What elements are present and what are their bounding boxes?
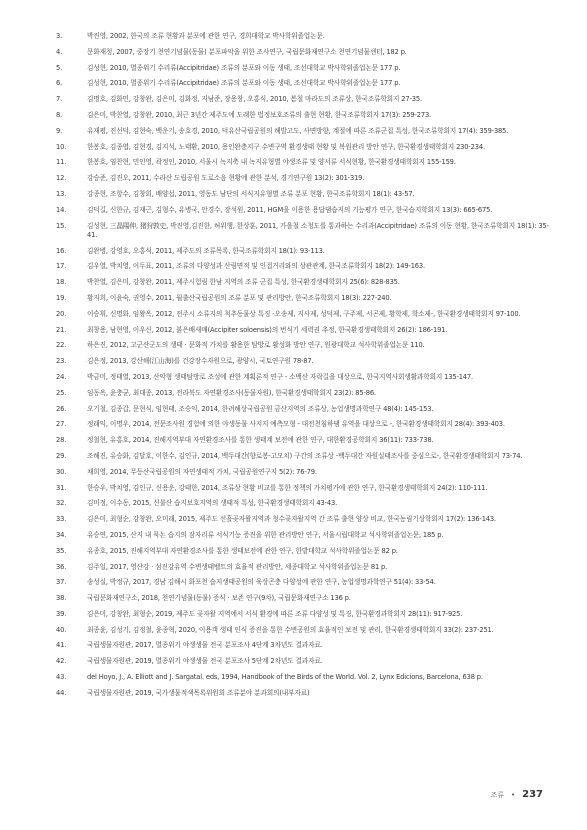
- reference-text: 최종윤, 김성기, 김정철, 윤종혁, 2020, 이용객 생태 인식 증진을 통한 수변공원의 효율적인 보전 및 관리, 한국환경생태학회지 33(2): 237-251.: [87, 625, 494, 634]
- reference-number: 13.: [56, 189, 67, 198]
- reference-item: [56, 190, 556, 199]
- reference-item: [56, 294, 556, 303]
- reference-number: 32.: [56, 499, 67, 508]
- reference-item: [56, 452, 556, 461]
- reference-text: 국립생물자원관, 2019, 멸종위기 야생생물 전국 분포조사 5단계 2차년도 결과자료.: [87, 657, 323, 666]
- reference-number: 37.: [56, 578, 67, 587]
- reference-item: [56, 247, 556, 256]
- reference-number: 6.: [56, 79, 63, 88]
- reference-text: 한봉호, 염찬현, 민인영, 곽정인, 2010, 서울시 녹지축 내 녹지유형별 야생조류 및 양서류 서식현황, 한국환경생태학회지 155-159.: [87, 158, 456, 167]
- reference-number: 31.: [56, 483, 67, 492]
- reference-item: [56, 48, 556, 57]
- reference-item: [56, 420, 556, 429]
- reference-number: 21.: [56, 325, 67, 334]
- reference-number: 16.: [56, 246, 67, 255]
- reference-item: [56, 689, 556, 698]
- reference-number: 35.: [56, 546, 67, 555]
- reference-item: [56, 143, 556, 152]
- reference-item: [56, 341, 556, 350]
- reference-text: 김은미, 강창완, 최형순, 2019, 제주도 곶자왈 지역에서 서식 환경에 따른 조류 다양성 및 특징, 한국환경과학회지 28(11): 917-925.: [87, 609, 463, 618]
- reference-number: 28.: [56, 436, 67, 445]
- reference-item: [56, 594, 556, 603]
- reference-text: 한승우, 박치영, 김인규, 신용운, 강태한, 2014, 조류상 현황 비교를 통한 정책의 가치평가에 관한 연구, 한국환경생태학회지 24(2): 110-111.: [87, 483, 488, 492]
- reference-item: [56, 563, 556, 572]
- reference-text: 최창용, 남현영, 이우신, 2012, 붉은배새매(Accipiter soloensis)의 번식기 세력권 추정, 한국환경생태학회지 26(2): 186-191.: [87, 325, 448, 334]
- separator-dot: •: [510, 790, 516, 799]
- reference-text: 김은미, 최형순, 강창완, 오미래, 2015, 제주도 선흘곶자왈지역과 청수곶자왈지역 간 조류 출현 양상 비교, 한국농림기상학회지 17(2): 136-143.: [87, 515, 496, 524]
- reference-number: 10.: [56, 142, 67, 151]
- reference-number: 19.: [56, 293, 67, 302]
- reference-text: 김성현, 2010, 멸종위기 수리류(Accipitridae) 조류의 분포와 이동 생태, 조선대학교 박사학위졸업논문 177 p.: [87, 63, 401, 72]
- reference-number: 29.: [56, 451, 67, 460]
- reference-text: 강종현, 조항수, 김창회, 배양섭, 2011, 영동도 남단의 서식지유형별 조류 분포 현황, 한국조류학회지 18(1): 43-57.: [87, 189, 415, 198]
- reference-item: [56, 32, 556, 41]
- reference-number: 15.: [56, 221, 67, 230]
- reference-number: 7.: [56, 95, 63, 104]
- reference-item: [56, 158, 556, 167]
- reference-item: [56, 515, 556, 524]
- reference-text: 국립문화재연구소, 2018, 천연기념물(동물) 증식 · 보존 연구(9차), 국립문화재연구소 136 p.: [87, 594, 351, 603]
- reference-number: 14.: [56, 205, 67, 214]
- reference-number: 43.: [56, 673, 67, 682]
- reference-item: [56, 610, 556, 619]
- reference-item: [56, 111, 556, 120]
- reference-item: [56, 222, 556, 240]
- reference-text: 강승준, 김진오, 2011, 수라산 도립공원 도로소음 현황에 관한 분석, 경기연구원 13(2): 301-319.: [87, 174, 365, 183]
- reference-text: 김미정, 이수동, 2015, 신불산 습지보호지역의 생태적 특성, 한국환경생태학회지 43-43.: [87, 499, 338, 508]
- reference-text: 임동옥, 윤충균, 최대종, 2013, 전라북도 자연환경조사(동물자원), 한국환경생태학회지 23(2): 85-86.: [87, 388, 376, 397]
- reference-text: 조해진, 유승화, 김달호, 이한수, 김인규, 2014, 백두대간(향로봉-고모치) 구간의 조류상 -백두대간 자원실태조사를 중심으로-, 한국환경생태학회지 73-74.: [87, 451, 523, 460]
- reference-text: 문화재청, 2007, 중장기 천연기념물(동물) 분포파악을 위한 조사연구, 국립문화재연구소 천연기념물센터, 182 p.: [87, 47, 407, 56]
- reference-number: 12.: [56, 174, 67, 183]
- reference-item: [56, 405, 556, 414]
- reference-number: 25.: [56, 388, 67, 397]
- reference-text: 김덕길, 신한규, 김재근, 김형수, 유병국, 안경수, 장석원, 2011, HGM을 이용한 용답댐습지의 기능평가 연구, 한국습지학회지 13(3): 665-675.: [87, 205, 493, 214]
- reference-number: 5.: [56, 63, 63, 72]
- reference-item: [56, 499, 556, 508]
- reference-item: [56, 578, 556, 587]
- reference-number: 22.: [56, 341, 67, 350]
- reference-number: 23.: [56, 357, 67, 366]
- reference-item: [56, 389, 556, 398]
- reference-text: 김은미, 박찬열, 강창완, 2010, 최근 3년간 제주도에 도래한 법정보호조류의 출현 현황, 한국조류학회지 17(3): 259-273.: [87, 110, 432, 119]
- reference-text: 이승휘, 신명화, 임왕옥, 2012, 전주시 소류지의 척추동물상 특징 -오송제, 지사제, 성덕제, 구주제, 서곤제, 황학제, 학소제-, 한국환경생태학회지 97-100.: [87, 309, 521, 318]
- reference-item: [56, 95, 556, 104]
- page-number: 237: [522, 789, 543, 800]
- reference-number: 18.: [56, 278, 67, 287]
- reference-text: 박금미, 정태열, 2013, 산악형 생태탐방로 조성에 관한 계획론적 연구 - 소백산 자락길을 대상으로, 한국지역사회생활과학회지 135-147.: [87, 372, 473, 381]
- reference-text: 국립생물자원관, 2019, 국가생물적색목록위원회 조류분야 분과회의(내부자료): [87, 688, 310, 697]
- reference-number: 42.: [56, 657, 67, 666]
- reference-item: [56, 326, 556, 335]
- reference-text: del Hoyo, J., A. Elliott and J. Sargatal. eds, 1994, Handbook of the Birds of the World. Vol. 2, Lynx Edicions, Barcelona, 638 p.: [87, 673, 483, 682]
- reference-item: [56, 64, 556, 73]
- reference-text: 하은진, 2012, 고군산군도의 생태 · 문화적 가치를 활용한 탐방로 활성화 방안 연구, 원광대학교 석사학위졸업논문 110.: [87, 341, 425, 350]
- reference-item: [56, 673, 556, 682]
- reference-number: 30.: [56, 467, 67, 476]
- reference-item: [56, 206, 556, 215]
- reference-text: 김성현, 三晶陽伸, 猪狩敦史, 박진영,김진한, 허위행, 한상훈, 2011, 가을철 소청도를 통과하는 수리과(Accipitridae) 조류의 이동 현황, 한국조류학회지 18(1): 35-41.: [87, 221, 549, 239]
- reference-text: 정철현, 유홍호, 2014, 진해지역부대 자연환경조사를 통한 생태계 보전에 관한 연구, 대한환경공학회지 36(11): 733-738.: [87, 436, 434, 445]
- reference-number: 34.: [56, 530, 67, 539]
- reference-number: 40.: [56, 625, 67, 634]
- reference-text: 오기철, 김종갑, 문현식, 임현태, 조승익, 2014, 한려해상국립공원 금산지역의 조류상, 농업생명과학연구 48(4): 145-153.: [87, 404, 434, 413]
- reference-text: 송성실, 박정규, 2017, 경남 김해시 화포천 습지생태공원의 육상곤충 다양성에 관한 연구, 농업생명과학연구 51(4): 33-54.: [87, 578, 436, 587]
- reference-item: [56, 657, 556, 666]
- reference-number: 26.: [56, 404, 67, 413]
- reference-number: 4.: [56, 47, 63, 56]
- reference-number: 3.: [56, 32, 63, 40]
- reference-number: 41.: [56, 641, 67, 650]
- reference-text: 황지희, 이윤숙, 권영수, 2011, 월출산국립공원의 조류 분포 및 관리방안, 한국조류학회지 18(3): 227-240.: [87, 293, 392, 302]
- reference-text: 김명호, 김화민, 강창완, 김은미, 김화정, 지남준, 장용창, 오홍식, 2010, 봄철 마라도의 조류상, 한국조류학회지 27-35.: [87, 95, 422, 104]
- page-footer: [490, 789, 543, 800]
- reference-number: 24.: [56, 372, 67, 381]
- reference-text: 김주일, 2017, 영산강 · 섬진강유역 수변생태벨트의 효율적 관리방안, 세종대학교 석사학위졸업논문 81 p.: [87, 562, 388, 571]
- reference-number: 44.: [56, 688, 67, 697]
- reference-text: 김우열, 박치영, 이두표, 2011, 조류의 다양성과 산림면적 및 인접거리와의 상관관계, 한국조류학회지 18(2): 149-163.: [87, 262, 425, 271]
- reference-item: [56, 79, 556, 88]
- section-label: 조류: [490, 790, 504, 799]
- reference-number: 8.: [56, 110, 63, 119]
- reference-item: [56, 626, 556, 635]
- reference-item: [56, 468, 556, 477]
- reference-item: [56, 310, 556, 319]
- reference-item: [56, 484, 556, 493]
- reference-text: 채희영, 2014, 무등산국립공원의 자연생태적 가치, 국립공원연구지 5(2): 76-79.: [87, 467, 317, 476]
- reference-text: 유재평, 진선덕, 김현숙, 백운기, 송호경, 2010, 덕유산국립공원의 해발고도, 사면방향, 계절에 따른 조류군집 특성, 한국조류학회지 17(4): 359-385.: [87, 126, 509, 135]
- reference-item: [56, 641, 556, 650]
- reference-text: 정래익, 이명우, 2014, 전문조사원 경험에 의한 야생동물 사지지 예측모형 - 대전천침하댐 유역을 대상으로 -, 한국환경생태학회지 28(4): 393-403.: [87, 420, 505, 429]
- reference-number: 27.: [56, 420, 67, 429]
- reference-number: 39.: [56, 609, 67, 618]
- reference-item: [56, 436, 556, 445]
- reference-item: [56, 373, 556, 382]
- reference-item: [56, 174, 556, 183]
- reference-text: 김성현, 2010, 멸종위기 수리류(Accipitridae) 조류의 분포와 이동 생태, 조선대학교 박사학위졸업논문 177 p.: [87, 79, 401, 88]
- reference-text: 유승연, 2015, 산지 내 묵논 습지의 잠자리류 서식기능 증진을 위한 관리방안 연구, 서울시립대학교 석사학위졸업논문, 185 p.: [87, 530, 444, 539]
- reference-item: [56, 262, 556, 271]
- reference-number: 9.: [56, 126, 63, 135]
- reference-text: 김완병, 강영호, 오홍식, 2011, 제주도의 조류목록, 한국조류학회지 18(1): 93-113.: [87, 246, 325, 255]
- reference-number: 20.: [56, 309, 67, 318]
- reference-text: 유종호, 2015, 진해지역부대 자연환경조사를 통한 생태보전에 관한 연구, 한밭대학교 석사학위졸업논문 82 p.: [87, 546, 398, 555]
- reference-text: 박찬열, 김은미, 강창완, 2011, 제주시험림 한남 지역의 조류 군집 특성, 한국환경생태학회지 25(6): 828-835.: [87, 278, 400, 287]
- reference-item: [56, 531, 556, 540]
- reference-item: [56, 547, 556, 556]
- reference-item: [56, 127, 556, 136]
- reference-text: 박진영, 2002, 한국의 조류 현황과 분포에 관한 연구, 경희대학교 박사학위졸업논문.: [87, 32, 325, 40]
- reference-text: 국립생물자원관, 2017, 멸종위기 야생생물 전국 분포조사 4단계 3차년도 결과자료.: [87, 641, 323, 650]
- reference-item: [56, 357, 556, 366]
- reference-list: [56, 32, 556, 705]
- reference-number: 36.: [56, 562, 67, 571]
- reference-number: 17.: [56, 262, 67, 271]
- reference-item: [56, 278, 556, 287]
- reference-text: 한봉호, 김종엽, 김현경, 김지석, 노태환, 2010, 용인완충지구 수변구역 환경생태 현황 및 복원관리 방안 연구, 한국환경생태학회지 230-234.: [87, 142, 485, 151]
- reference-text: 김은정, 2013, 강산해(江山海)를 건강장수자원으로, 광양시, 국토연구원 78-87.: [87, 357, 314, 366]
- reference-number: 33.: [56, 515, 67, 524]
- reference-number: 11.: [56, 158, 67, 167]
- reference-number: 38.: [56, 594, 67, 603]
